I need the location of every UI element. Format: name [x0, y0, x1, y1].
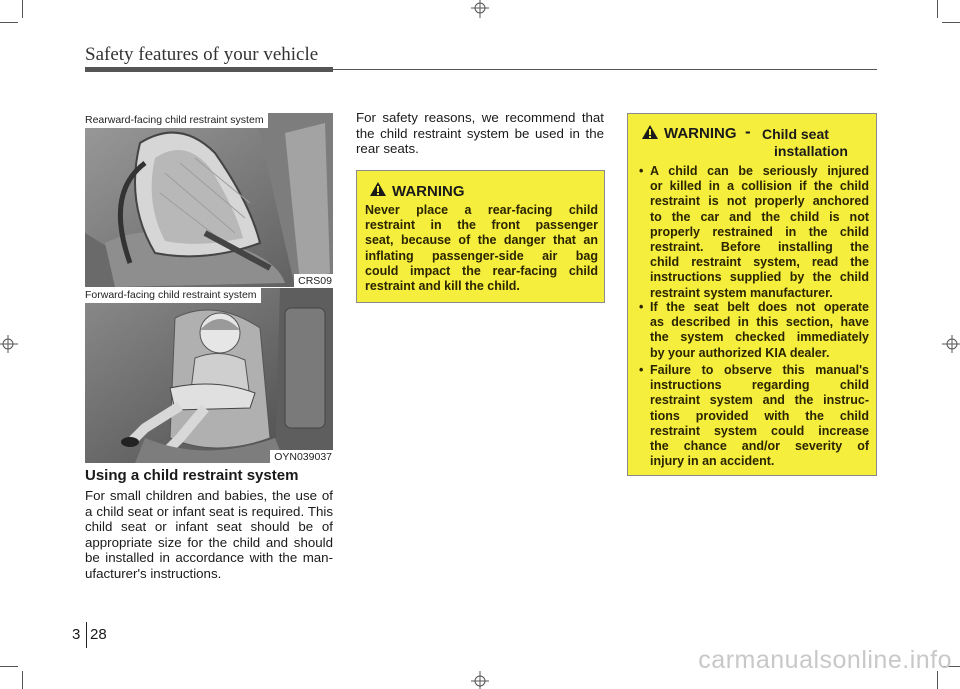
warning-line: restraint and kill the child. — [365, 279, 520, 294]
rear-facing-caption: Rearward-facing child restraint system — [85, 113, 268, 128]
section-paragraph — [85, 488, 333, 582]
recommendation-paragraph — [356, 110, 604, 157]
warning-line: as described in this section, have — [650, 315, 869, 330]
paragraph-line: For safety reasons, we recommend that — [356, 110, 604, 125]
paragraph-line: appropriate size for the child and should — [85, 534, 333, 550]
registration-mark-left — [0, 332, 18, 356]
warning-line: instructions regarding child — [650, 378, 869, 393]
bullet-dot: • — [639, 363, 644, 377]
warning-line: injury in an accident. — [650, 454, 775, 469]
warning-line: restraint system could increase — [650, 423, 869, 438]
warning-subtitle: installation — [774, 143, 848, 159]
chapter-number: 3 — [72, 626, 81, 643]
warning-line: instructions supplied by the child — [650, 270, 869, 285]
warning-bullet — [650, 164, 869, 301]
warning-line: A child can be seriously injured — [650, 164, 869, 178]
paragraph-line: a child seat or infant seat is required. This — [85, 503, 333, 519]
warning-box-child-seat-installation — [627, 113, 877, 476]
warning-bullet — [650, 300, 869, 361]
header-rule-accent — [85, 67, 333, 72]
crop-mark — [0, 666, 18, 667]
warning-line: the chance and/or severity of — [650, 439, 869, 454]
warning-title-dash: - — [745, 122, 751, 141]
warning-line: restraint system manufacturer. — [650, 285, 833, 300]
warning-line: restraint system and the instruc- — [650, 393, 869, 408]
warning-line: to the car and the child is not — [650, 209, 869, 224]
warning-line: or killed in a collision if the child — [650, 179, 869, 194]
bullet-dot: • — [639, 164, 644, 178]
forward-facing-caption: Forward-facing child restraint system — [85, 288, 261, 303]
registration-mark-top — [468, 0, 492, 18]
section-heading: Using a child restraint system — [85, 467, 299, 484]
paragraph-line: rear seats. — [356, 141, 419, 157]
paragraph-line: be installed in accordance with the man- — [85, 550, 333, 566]
warning-subtitle: Child seat — [762, 126, 829, 142]
warning-line: restraint. Before installing the — [650, 240, 869, 255]
paragraph-line: child seat or infant seat should be of — [85, 519, 333, 535]
warning-line: restraint is not properly anchored — [650, 194, 869, 209]
warning-line: by your authorized KIA dealer. — [650, 345, 830, 360]
crop-mark — [0, 22, 18, 23]
warning-text — [365, 203, 598, 294]
crop-mark — [942, 22, 960, 23]
warning-line: could impact the rear-facing child — [365, 263, 598, 278]
warning-line: seat, because of the danger that an — [365, 233, 598, 248]
bullet-dot: • — [639, 300, 644, 314]
rear-facing-figure-code: CRS09 — [294, 274, 333, 287]
warning-line: Never place a rear-facing child — [365, 203, 598, 217]
warning-line: inflating passenger-side air bag — [365, 248, 598, 263]
page-number-divider — [86, 622, 87, 648]
crop-mark — [937, 0, 938, 18]
registration-mark-right — [942, 332, 960, 356]
warning-line: tions provided with the child — [650, 408, 869, 423]
paragraph-line: For small children and babies, the use of — [85, 488, 333, 503]
crop-mark — [22, 671, 23, 689]
paragraph-line: ufacturer's instructions. — [85, 565, 222, 581]
warning-triangle-icon — [641, 124, 659, 140]
page-number: 28 — [90, 626, 107, 643]
paragraph-line: the child restraint system be used in the — [356, 125, 604, 141]
warning-line: child restraint system, read the — [650, 255, 869, 270]
warning-line: the system checked immediately — [650, 330, 869, 345]
page-header-title: Safety features of your vehicle — [85, 44, 319, 65]
registration-mark-bottom — [468, 671, 492, 689]
warning-title: WARNING — [392, 183, 465, 200]
warning-box-passenger-seat — [356, 170, 605, 303]
forward-facing-figure-code: OYN039037 — [270, 450, 333, 463]
watermark: carmanualsonline.info — [698, 646, 952, 674]
rear-facing-seat-photo — [85, 113, 333, 287]
warning-triangle-icon — [369, 181, 387, 197]
warning-bullet — [650, 363, 869, 469]
warning-title: WARNING — [664, 125, 737, 142]
warning-line: restraint in the front passenger — [365, 218, 598, 233]
warning-line: Failure to observe this manual's — [650, 363, 869, 377]
warning-line: properly restrained in the child — [650, 224, 869, 239]
crop-mark — [22, 0, 23, 18]
forward-facing-seat-photo — [85, 288, 333, 463]
warning-line: If the seat belt does not operate — [650, 300, 869, 314]
